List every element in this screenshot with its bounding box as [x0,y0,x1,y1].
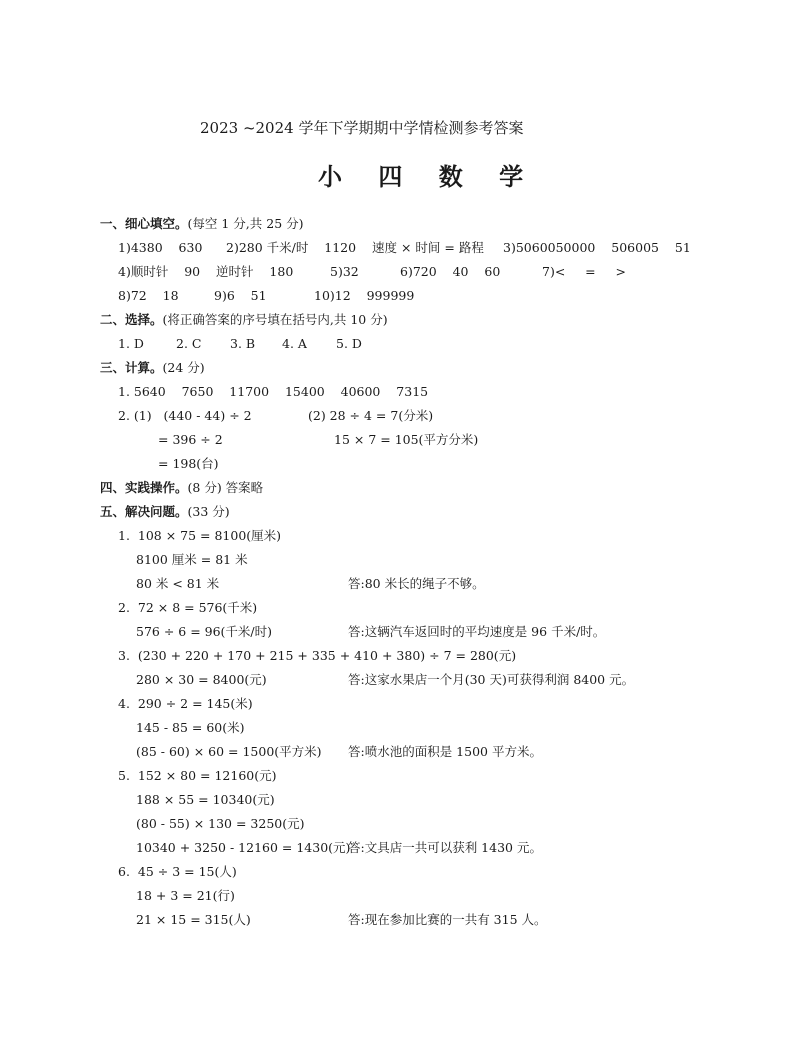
calc-line: = 396 ÷ 2 [158,432,223,447]
choice-answer: 1. D [118,336,144,351]
answer-item: 8)72 18 [118,288,179,303]
section-4-header [100,482,263,495]
answer-item: 5)32 [330,264,359,279]
section-note: (将正确答案的序号填在括号内,共 10 分) [162,312,388,327]
choice-answer: 2. C [176,336,202,351]
solution-line: 576 ÷ 6 = 96(千米/时) [136,624,273,639]
answer-item: 1)4380 630 [118,240,203,255]
solution-line: 4. 290 ÷ 2 = 145(米) [118,696,253,711]
answer-item: 3)5060050000 506005 51 [503,240,691,255]
solution-line: 21 × 15 = 315(人) [136,912,251,927]
section-2-header [100,314,388,327]
answer-text: 答:现在参加比赛的一共有 315 人。 [348,912,547,927]
section-5-header [100,506,230,519]
section-heading: 五、解决问题。 [100,504,188,519]
section-note: (8 分) 答案略 [187,480,264,495]
calc-line: 15 × 7 = 105(平方分米) [334,432,479,447]
solution-line: (85 - 60) × 60 = 1500(平方米) [136,744,322,759]
answer-item: 10)12 999999 [314,288,415,303]
section-note: (33 分) [187,504,230,519]
page-title: 2023 ~2024 学年下学期期中学情检测参考答案 [200,119,524,137]
section-heading: 一、细心填空。 [100,216,188,231]
solution-line: 6. 45 ÷ 3 = 15(人) [118,864,237,879]
answer-text: 答:这家水果店一个月(30 天)可获得利润 8400 元。 [348,672,635,687]
section-note: (24 分) [162,360,205,375]
answer-item: 7)< = > [542,264,626,279]
choice-answer: 5. D [336,336,362,351]
answer-text: 答:喷水池的面积是 1500 平方米。 [348,744,542,759]
solution-line: 2. 72 × 8 = 576(千米) [118,600,258,615]
answer-text: 答:文具店一共可以获利 1430 元。 [348,840,542,855]
solution-line: 8100 厘米 = 81 米 [136,552,248,567]
section-heading: 四、实践操作。 [100,480,188,495]
section-note: (每空 1 分,共 25 分) [187,216,304,231]
solution-line: 145 - 85 = 60(米) [136,720,245,735]
answer-item: 6)720 40 60 [400,264,501,279]
solution-line: (80 - 55) × 130 = 3250(元) [136,816,305,831]
section-3-header [100,362,205,375]
solution-line: 1. 108 × 75 = 8100(厘米) [118,528,282,543]
solution-line: 80 米 < 81 米 [136,576,220,591]
solution-line: 18 + 3 = 21(行) [136,888,235,903]
solution-line: 5. 152 × 80 = 12160(元) [118,768,277,783]
calc-line: = 198(台) [158,456,219,471]
solution-line: 188 × 55 = 10340(元) [136,792,275,807]
answer-item: 9)6 51 [214,288,267,303]
answer-text: 答:80 米长的绳子不够。 [348,576,485,591]
page-subtitle: 小 四 数 学 [318,162,538,191]
choice-answer: 3. B [230,336,256,351]
calc-line: 2. (1) (440 - 44) ÷ 2 [118,408,252,423]
answer-text: 答:这辆汽车返回时的平均速度是 96 千米/时。 [348,624,606,639]
answer-item: 4)顺时针 90 逆时针 180 [118,264,294,279]
solution-line: 3. (230 + 220 + 170 + 215 + 335 + 410 + 380) ÷ 7 = 280(元) [118,648,517,663]
section-heading: 二、选择。 [100,312,163,327]
section-heading: 三、计算。 [100,360,163,375]
solution-line: 10340 + 3250 - 12160 = 1430(元) [136,840,351,855]
answer-line: 1. 5640 7650 11700 15400 40600 7315 [118,384,429,399]
section-1-header [100,218,304,231]
solution-line: 280 × 30 = 8400(元) [136,672,267,687]
answer-item: 2)280 千米/时 1120 速度 × 时间 = 路程 [226,240,484,255]
choice-answer: 4. A [282,336,307,351]
calc-line: (2) 28 ÷ 4 = 7(分米) [308,408,434,423]
